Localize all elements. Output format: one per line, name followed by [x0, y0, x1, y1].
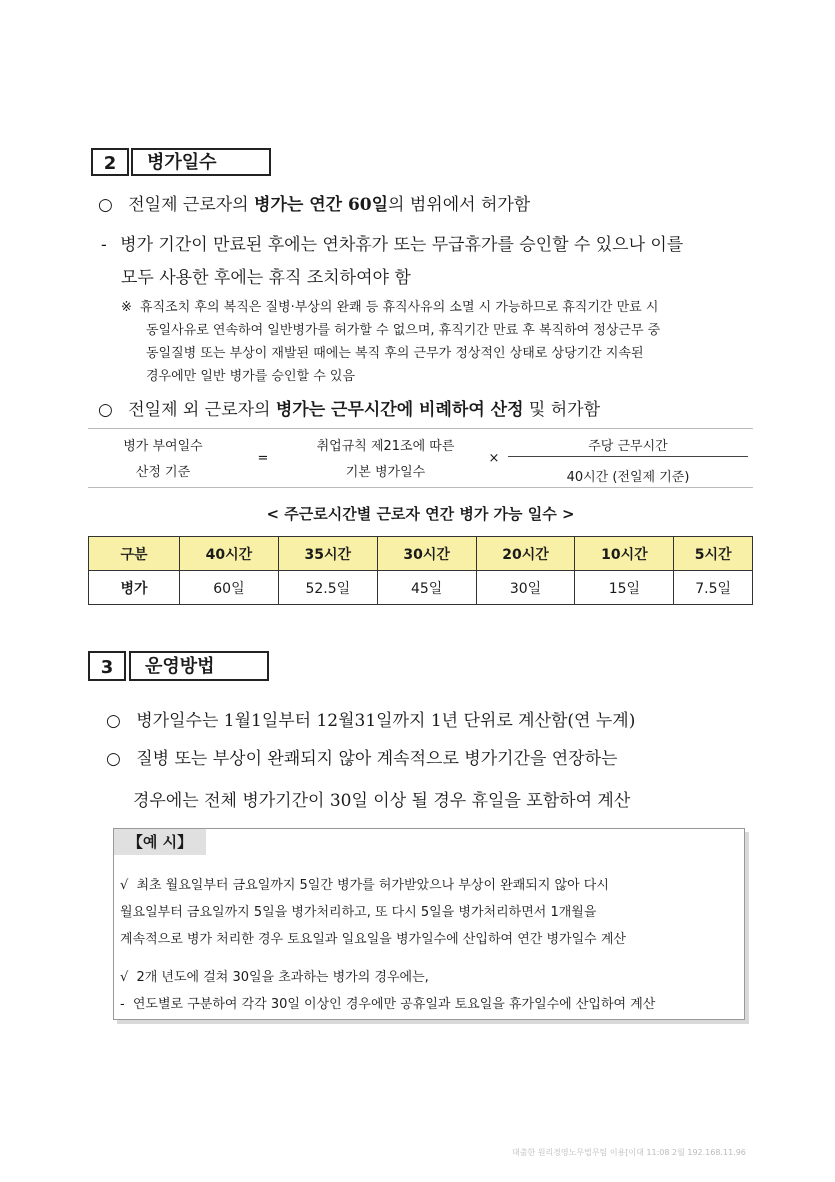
dash-item-after-expiry: [101, 230, 683, 255]
value-cell-35h: 52.5일: [278, 571, 377, 605]
dash-text-line1: 병가 기간이 만료된 후에는 연차휴가 또는 무급휴가를 승인할 수 있으나 이를: [120, 235, 684, 255]
header-cell-35h: 35시간: [278, 537, 377, 571]
bullet-text-bold: 병가는 연간 60일: [254, 195, 389, 215]
bullet-text-post: 의 범위에서 허가함: [388, 195, 531, 215]
row-label-sick-leave: 병가: [89, 571, 180, 605]
value-cell-5h: 7.5일: [674, 571, 753, 605]
example-item1-line2: 월요일부터 금요일까지 5일을 병가처리하고, 또 다시 5일을 병가처리하면서 1개월을: [120, 905, 597, 920]
check-mark: √: [120, 970, 129, 985]
note-line4: 경우에만 일반 병가를 승인할 수 있음: [146, 369, 356, 384]
formula-numerator: 주당 근무시간: [588, 439, 668, 454]
value-cell-30h: 45일: [377, 571, 476, 605]
note-line2: 동일사유로 연속하여 일반병가를 허가할 수 없으며, 휴직기간 만료 후 복직하여 정상근무 중: [146, 323, 661, 338]
bullet-text-line1: 질병 또는 부상이 완쾌되지 않아 계속적으로 병가기간을 연장하는: [136, 749, 618, 769]
formula-times: ×: [488, 451, 500, 466]
circle-bullet: ○: [98, 400, 113, 420]
section-3-title: 운영방법: [129, 651, 269, 681]
section-2-number: 2: [91, 148, 129, 176]
dash-bullet: -: [120, 997, 125, 1012]
example-item1-line3: 계속적으로 병가 처리한 경우 토요일과 일요일을 병가일수에 산입하여 연간 병가일수 계산: [120, 932, 626, 947]
check-mark: √: [120, 878, 129, 893]
bullet-text-pre: 전일제 근로자의: [128, 195, 255, 215]
fraction-bar: [508, 456, 748, 457]
formula-mid-line1: 취업규칙 제21조에 따른: [316, 439, 455, 454]
formula-mid-line2: 기본 병가일수: [345, 465, 426, 480]
sick-leave-days-table: [88, 536, 753, 605]
value-cell-40h: 60일: [180, 571, 279, 605]
table-header-row: [89, 537, 753, 571]
header-cell-5h: 5시간: [674, 537, 753, 571]
example-text: 2개 년도에 걸쳐 30일을 초과하는 병가의 경우에는,: [136, 970, 429, 985]
header-cell-10h: 10시간: [575, 537, 674, 571]
example-item2: [120, 966, 429, 985]
value-cell-20h: 30일: [476, 571, 575, 605]
table-row: [89, 571, 753, 605]
note-line3: 동일질병 또는 부상이 재발된 때에는 복직 후의 근무가 정상적인 상태로 상당기간 지속된: [146, 346, 644, 361]
example-box: [113, 828, 745, 1020]
bullet-annual-calculation: [106, 706, 635, 731]
formula-left-line2: 산정 기준: [135, 465, 191, 480]
bullet-text-line2: 경우에는 전체 병가기간이 30일 이상 될 경우 휴일을 포함하여 계산: [133, 791, 631, 811]
section-3-number: 3: [88, 651, 126, 681]
example-tab: 【예 시】: [114, 829, 206, 855]
example-text: 최초 월요일부터 금요일까지 5일간 병가를 허가받았으나 부상이 완쾌되지 않아 다시: [136, 878, 609, 893]
header-cell-20h: 20시간: [476, 537, 575, 571]
formula-left-line1: 병가 부여일수: [123, 439, 203, 454]
reference-mark: ※: [121, 300, 132, 315]
formula-denominator: 40시간 (전일제 기준): [566, 470, 690, 485]
header-cell-category: 구분: [89, 537, 180, 571]
note-line1: 휴직조치 후의 복직은 질병·부상의 완쾌 등 휴직사유의 소멸 시 가능하므로 휴직기간 만료 시: [140, 300, 659, 315]
bullet-parttime-sick-leave: [98, 395, 600, 420]
table-caption: < 주근로시간별 근로자 연간 병가 가능 일수 >: [266, 505, 575, 523]
value-cell-10h: 15일: [575, 571, 674, 605]
note-mark-line1: [121, 296, 658, 315]
header-cell-30h: 30시간: [377, 537, 476, 571]
bullet-text-pre: 전일제 외 근로자의: [128, 400, 276, 420]
bullet-extended-leave: [106, 744, 617, 769]
example-text: 연도별로 구분하여 각각 30일 이상인 경우에만 공휴일과 토요일을 휴가일수에 산입하여 계산: [132, 997, 656, 1012]
bullet-fulltime-sick-leave: [98, 190, 530, 215]
formula-equals: =: [257, 451, 269, 466]
dash-bullet: -: [101, 235, 107, 255]
bullet-text-bold: 병가는 근무시간에 비례하여 산정: [275, 400, 524, 420]
proration-formula: [88, 428, 753, 488]
header-cell-40h: 40시간: [180, 537, 279, 571]
circle-bullet: ○: [98, 195, 113, 215]
print-footer: 대출한 원리경영노무법무팀 이용[이대 11:08 2월 192.168.11.96: [512, 1148, 746, 1157]
circle-bullet: ○: [106, 749, 121, 769]
example-item3: [120, 993, 655, 1012]
dash-text-line2: 모두 사용한 후에는 휴직 조치하여야 함: [121, 268, 411, 288]
bullet-text-post: 및 허가함: [523, 400, 601, 420]
bullet-text: 병가일수는 1월1일부터 12월31일까지 1년 단위로 계산함(연 누계): [136, 711, 636, 731]
section-2-title: 병가일수: [131, 148, 271, 176]
example-item1-line1: [120, 874, 609, 893]
circle-bullet: ○: [106, 711, 121, 731]
